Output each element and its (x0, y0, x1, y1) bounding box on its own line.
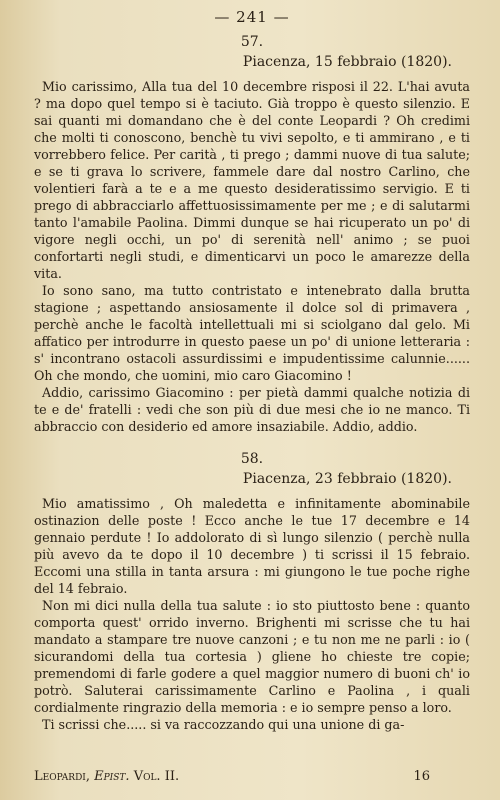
page-footer (34, 769, 430, 784)
letter-paragraph: Io sono sano, ma tutto contristato e intenebrato dalla brutta stagione ; aspettando ansiosamente il dolce sol di primavera , perchè anche le facoltà intellettuali mi si sciolgano dal gelo. Mi affatico per introdurre in questo paese un po' di unione letteraria : s' incontrano ostacoli assurdissimi e impudentissime calunnie...... Oh che mondo, che uomini, mio caro Giacomino ! (34, 283, 470, 383)
letter-paragraph: Mio carissimo, Alla tua del 10 decembre risposi il 22. L'hai avuta ? ma dopo quel tempo si è taciuto. Già troppo è questo silenzio. E sai quanti mi domandano che è del conte Leopardi ? Oh credimi che molti ti conoscono, benchè tu vivi sepolto, e ti ammirano , e ti vorrebbero felice. Per carità , ti prego ; dammi nuove di tua salute; e se ti grava lo scrivere, fammele dare dal nostro Carlino, che volentieri farà a te e a me questo desideratissimo servigio. E ti prego di abbracciarlo affettuosissimamente per me ; e di salutarmi tanto l'amabile Paolina. Dimmi dunque se hai ricuperato un po' di vigore negli occhi, un po' di serenità nell' animo ; se puoi confortarti negli studi, e dimenticarvi un poco le amarezze della vita. (34, 79, 470, 281)
footer-citation (34, 769, 179, 784)
letter-dateline: Piacenza, 15 febbraio (1820). (242, 54, 452, 70)
footer-work: Epist. (94, 769, 130, 784)
letter-number: 57. (240, 34, 264, 50)
footer-signature: 16 (413, 769, 430, 784)
letter-paragraph: Mio amatissimo , Oh maledetta e infinitamente abominabile ostinazion delle poste ! Ecco anche le tue 17 decembre e 14 gennaio perdute ! Io addolorato di sì lungo silenzio ( perchè nulla più avevo da te dopo il 10 decembre ) ti scrissi il 15 febraio. Eccomi una stilla in tanta arsura : mi giungono le tue poche righe del 14 febraio. (34, 496, 470, 596)
letter-paragraph: Non mi dici nulla della tua salute : io sto piuttosto bene : quanto comporta quest' orrido inverno. Brighenti mi scrisse che tu hai mandato a stampare tre nuove canzoni ; e tu non me ne parli : io ( sicurandomi della tua cortesia ) gliene ho chieste tre copie; premendomi di farle godere a quel maggior numero di buoni ch' io potrò. Saluterai carissimamente Carlino e Paolina , i quali cordialmente ringrazio della memoria : e io sempre penso a loro. (34, 598, 470, 715)
letter-paragraph: Addio, carissimo Giacomino : per pietà dammi qualche notizia di te e de' fratelli : vedi che son più di due mesi che io ne manco. Ti abbraccio con desiderio ed amore insaziabile. Addio, addio. (34, 385, 470, 434)
letter-dateline: Piacenza, 23 febbraio (1820). (242, 471, 452, 487)
page-number: — 241 — (214, 8, 290, 26)
letter-number: 58. (240, 451, 264, 467)
letter-58 (34, 449, 470, 733)
footer-author: Leopardi, (34, 769, 90, 784)
letter-57 (34, 32, 470, 435)
letter-paragraph: Ti scrissi che..... si va raccozzando qui una unione di ga- (42, 717, 405, 732)
footer-volume: Vol. II. (133, 769, 180, 784)
